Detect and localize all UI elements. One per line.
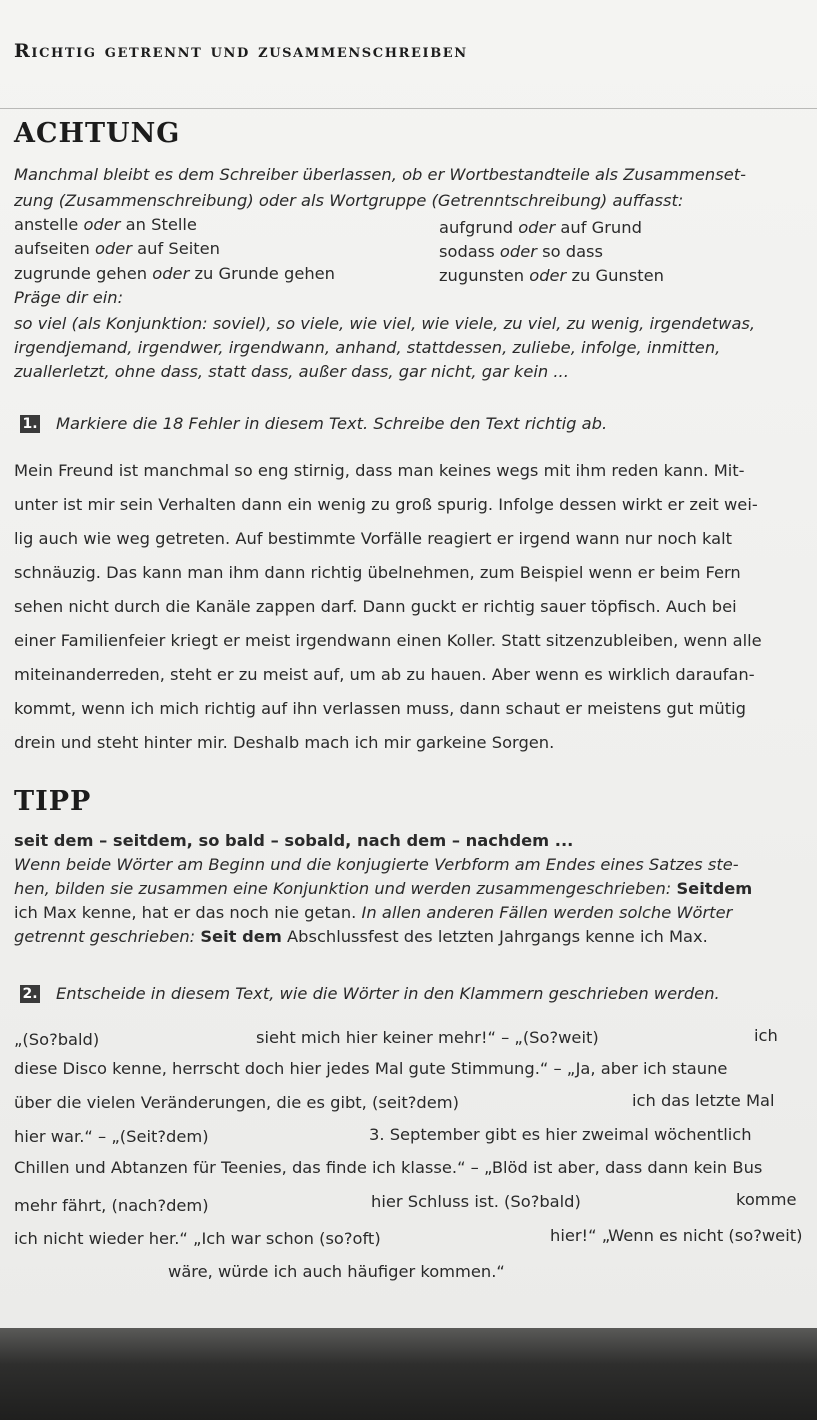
pair-word: auf Grund — [560, 218, 642, 237]
task2-text-segment: hier!“ „Wenn es nicht (so?weit) — [550, 1226, 803, 1245]
task1-text-line: Mein Freund ist manchmal so eng stirnig, dass man keines wegs mit ihm reden kann. Mit- — [14, 461, 745, 480]
page-title: Richtig getrennt und zusammenschreiben — [14, 40, 468, 62]
task1-text-line: schnäuzig. Das kann man ihm dann richtig übelnehmen, zum Beispiel wenn er beim Fern — [14, 563, 741, 582]
task1-text-line: kommt, wenn ich mich richtig auf ihn verlassen muss, dann schaut er meistens gut mütig — [14, 699, 746, 718]
task1-text-line: drein und steht hinter mir. Deshalb mach ich mir garkeine Sorgen. — [14, 733, 555, 752]
task1-text-line: einer Familienfeier kriegt er meist irgendwann einen Koller. Statt sitzenzubleiben, wenn alle — [14, 631, 762, 650]
praege-list-line-1: so viel (als Konjunktion: soviel), so viele, wie viel, wie viele, zu viel, zu wenig, irgendetwas, — [14, 314, 756, 333]
oder-label: oder — [94, 239, 132, 258]
task2-instruction: Entscheide in diesem Text, wie die Wörter in den Klammern geschrieben werden. — [56, 984, 720, 1003]
pair-aufgrund — [439, 218, 642, 237]
pair-aufseiten — [14, 239, 220, 258]
task2-text-segment: 3. September gibt es hier zweimal wöchentlich — [369, 1125, 752, 1144]
pair-word: anstelle — [14, 215, 79, 234]
task1-instruction: Markiere die 18 Fehler in diesem Text. Schreibe den Text richtig ab. — [56, 414, 608, 433]
task2-text-segment: hier Schluss ist. (So?bald) — [371, 1192, 581, 1211]
praege-list-line-2: irgendjemand, irgendwer, irgendwann, anhand, stattdessen, zuliebe, infolge, inmitten, — [14, 338, 721, 357]
pair-word: zugrunde gehen — [14, 264, 148, 283]
task2-gap-so-bald: „(So?bald) — [14, 1030, 100, 1049]
pair-zugrunde — [14, 264, 335, 283]
pair-word: zugunsten — [439, 266, 525, 285]
task2-text-line: diese Disco kenne, herrscht doch hier jedes Mal gute Stimmung.“ – „Ja, aber ich staune — [14, 1059, 728, 1078]
task1-text-line: miteinanderreden, steht er zu meist auf, um ab zu hauen. Aber wenn es wirklich daraufan- — [14, 665, 755, 684]
task2-text-segment: ich — [754, 1026, 778, 1045]
task2-text-segment: über die vielen Veränderungen, die es gibt, (seit?dem) — [14, 1093, 459, 1112]
tipp-bold-line: seit dem – seitdem, so bald – sobald, nach dem – nachdem ... — [14, 831, 574, 850]
tipp-line-4-italic: getrennt geschrieben: — [14, 927, 196, 946]
task2-text-segment: hier war.“ – „(Seit?dem) — [14, 1127, 209, 1146]
task2-text-segment: ich nicht wieder her.“ „Ich war schon (so?oft) — [14, 1229, 381, 1248]
task2-text-segment: komme — [736, 1190, 797, 1209]
tipp-line-3-text: ich Max kenne, hat er das noch nie getan. — [14, 903, 357, 922]
task2-text-line: Chillen und Abtanzen für Teenies, das finde ich klasse.“ – „Blöd ist aber, dass dann kein Bus — [14, 1158, 763, 1177]
praege-label: Präge dir ein: — [14, 288, 124, 307]
oder-label: oder — [518, 218, 556, 237]
task1-number-badge: 1. — [20, 415, 40, 433]
tipp-line-1: Wenn beide Wörter am Beginn und die konjugierte Verbform am Endes eines Satzes ste- — [14, 855, 739, 874]
tipp-line-2 — [14, 879, 752, 898]
oder-label: oder — [83, 215, 121, 234]
task2-instruction-row — [20, 984, 720, 1003]
oder-label: oder — [152, 264, 190, 283]
tipp-example-seit-dem: Seit dem — [200, 927, 282, 946]
task2-text-segment: wäre, würde ich auch häufiger kommen.“ — [168, 1262, 505, 1281]
title-divider — [0, 108, 817, 109]
achtung-intro-line-2: zung (Zusammenschreibung) oder als Wortgruppe (Getrenntschreibung) auffasst: — [14, 191, 684, 210]
task1-instruction-row — [20, 414, 607, 433]
task2-number-badge: 2. — [20, 985, 40, 1003]
pair-sodass — [439, 242, 603, 261]
task1-text-line: unter ist mir sein Verhalten dann ein wenig zu groß spurig. Infolge dessen wirkt er zeit wei- — [14, 495, 758, 514]
tipp-line-3-italic: In allen anderen Fällen werden solche Wörter — [361, 903, 733, 922]
task2-text-segment: sieht mich hier keiner mehr!“ – „(So?weit) — [256, 1028, 599, 1047]
pair-word: zu Grunde gehen — [194, 264, 335, 283]
task2-text-segment: mehr fährt, (nach?dem) — [14, 1196, 209, 1215]
task1-text-line: lig auch wie weg getreten. Auf bestimmte Vorfälle reagiert er irgend wann nur noch kalt — [14, 529, 733, 548]
tipp-line-4-text: Abschlussfest des letzten Jahrgangs kenne ich Max. — [286, 927, 708, 946]
praege-list-line-3: zuallerletzt, ohne dass, statt dass, außer dass, gar nicht, gar kein ... — [14, 362, 569, 381]
pair-zugunsten — [439, 266, 664, 285]
achtung-intro-line-1: Manchmal bleibt es dem Schreiber überlassen, ob er Wortbestandteile als Zusammenset- — [14, 165, 746, 184]
pair-anstelle — [14, 215, 197, 234]
task1-text-line: sehen nicht durch die Kanäle zappen darf. Dann guckt er richtig sauer töpfisch. Auch bei — [14, 597, 737, 616]
tipp-line-4 — [14, 927, 708, 946]
bottom-shadow — [0, 1328, 817, 1420]
tipp-line-3 — [14, 903, 732, 922]
oder-label: oder — [529, 266, 567, 285]
achtung-heading: ACHTUNG — [14, 118, 181, 149]
pair-word: zu Gunsten — [571, 266, 664, 285]
pair-word: an Stelle — [125, 215, 197, 234]
pair-word: aufseiten — [14, 239, 90, 258]
tipp-heading: TIPP — [14, 786, 92, 817]
pair-word: aufgrund — [439, 218, 514, 237]
pair-word: auf Seiten — [137, 239, 220, 258]
task2-text-segment: ich das letzte Mal — [632, 1091, 775, 1110]
tipp-example-seitdem: Seitdem — [676, 879, 753, 898]
pair-word: so dass — [542, 242, 604, 261]
oder-label: oder — [499, 242, 537, 261]
pair-word: sodass — [439, 242, 495, 261]
tipp-line-2-text: hen, bilden sie zusammen eine Konjunktion und werden zusammengeschrieben: — [14, 879, 672, 898]
